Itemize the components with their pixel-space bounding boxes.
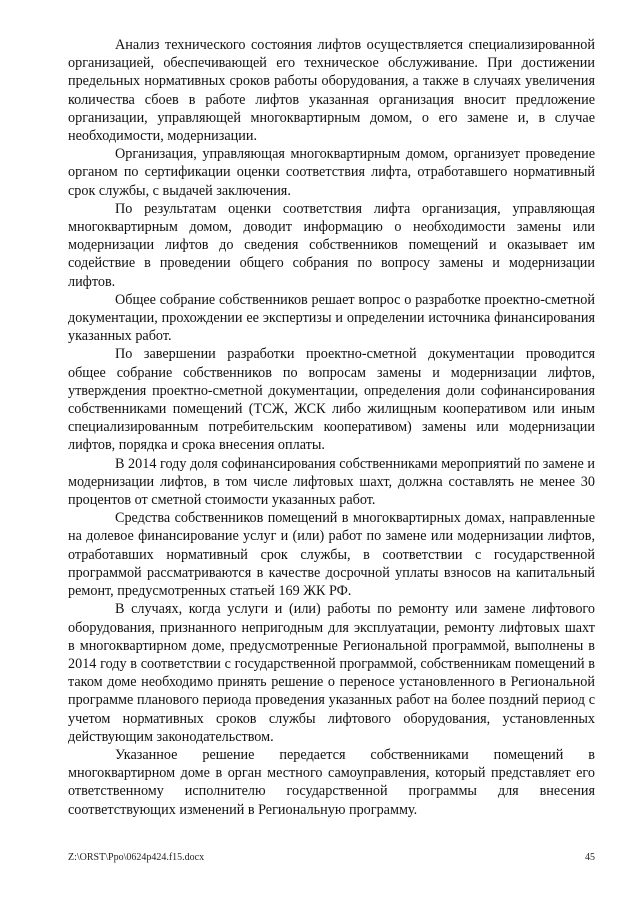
- paragraph-3: По результатам оценки соответствия лифта организация, управляющая многоквартирным домом, доводит информацию о необходимости замены или модернизации лифтов до сведения собственников помещений и оказывает им содействие в проведении общего собрания по вопросу замены и модернизации лифтов.: [68, 200, 595, 290]
- paragraph-1: Анализ технического состояния лифтов осуществляется специализированной организацией, обеспечивающей его техническое обслуживание. При достижении предельных нормативных сроков работы оборудования, а также в случаях увеличения количества сбоев в работе лифтов указанная организация вносит предложение организации, управляющей многоквартирным домом, о его замене и, в случае необходимости, модернизации.: [68, 37, 595, 145]
- paragraph-2: Организация, управляющая многоквартирным домом, организует проведение органом по сертификации оценки соответствия лифта, отработавшего нормативный срок службы, с выдачей заключения.: [68, 146, 595, 199]
- paragraph-8: В случаях, когда услуги и (или) работы по ремонту или замене лифтового оборудования, признанного непригодным для эксплуатации, ремонту лифтовых шахт в многоквартирном доме, предусмотренные Региональной программой, выполнены в 2014 году в соответствии с государственной программой, собственникам помещений в таком доме необходимо принять решение о переносе установленного в Региональной программе планового периода проведения указанных работ на более поздний период с учетом нормативных сроков службы лифтового оборудования, установленных действующим законодательством.: [68, 601, 595, 745]
- page-number: 45: [585, 852, 595, 863]
- paragraph-6: В 2014 году доля софинансирования собственниками мероприятий по замене и модернизации лифтов, в том числе лифтовых шахт, должна составлять не менее 30 процентов от сметной стоимости указанных работ.: [68, 455, 595, 509]
- footer-file-path: Z:\ORST\Ppo\0624p424.f15.docx: [68, 852, 205, 863]
- paragraph-4: Общее собрание собственников решает вопрос о разработке проектно-сметной документации, прохождении ее экспертизы и определении источника финансирования указанных работ.: [68, 291, 595, 345]
- paragraph-7: Средства собственников помещений в многоквартирных домах, направленные на долевое финансирование услуг и (или) работ по замене или модернизации лифтов, отработавших нормативный срок службы, в соответствии с государственной программой рассматриваются в качестве досрочной уплаты взносов на капитальный ремонт, предусмотренных статьей 169 ЖК РФ.: [68, 510, 595, 600]
- document-body: [68, 36, 595, 819]
- paragraph-5: По завершении разработки проектно-сметной документации проводится общее собрание собственников по вопросам замены и модернизации лифтов, утверждения проектно-сметной документации, определения доли софинансирования собственниками помещений (ТСЖ, ЖСК либо жилищным кооперативом или иным специализированным потребительским кооперативом) замены или модернизации лифтов, порядка и срока внесения оплаты.: [68, 346, 595, 454]
- paragraph-9: Указанное решение передается собственниками помещений в многоквартирном доме в орган местного самоуправления, который представляет его ответственному исполнителю государственной программы для внесения соответствующих изменений в Региональную программу.: [68, 746, 595, 818]
